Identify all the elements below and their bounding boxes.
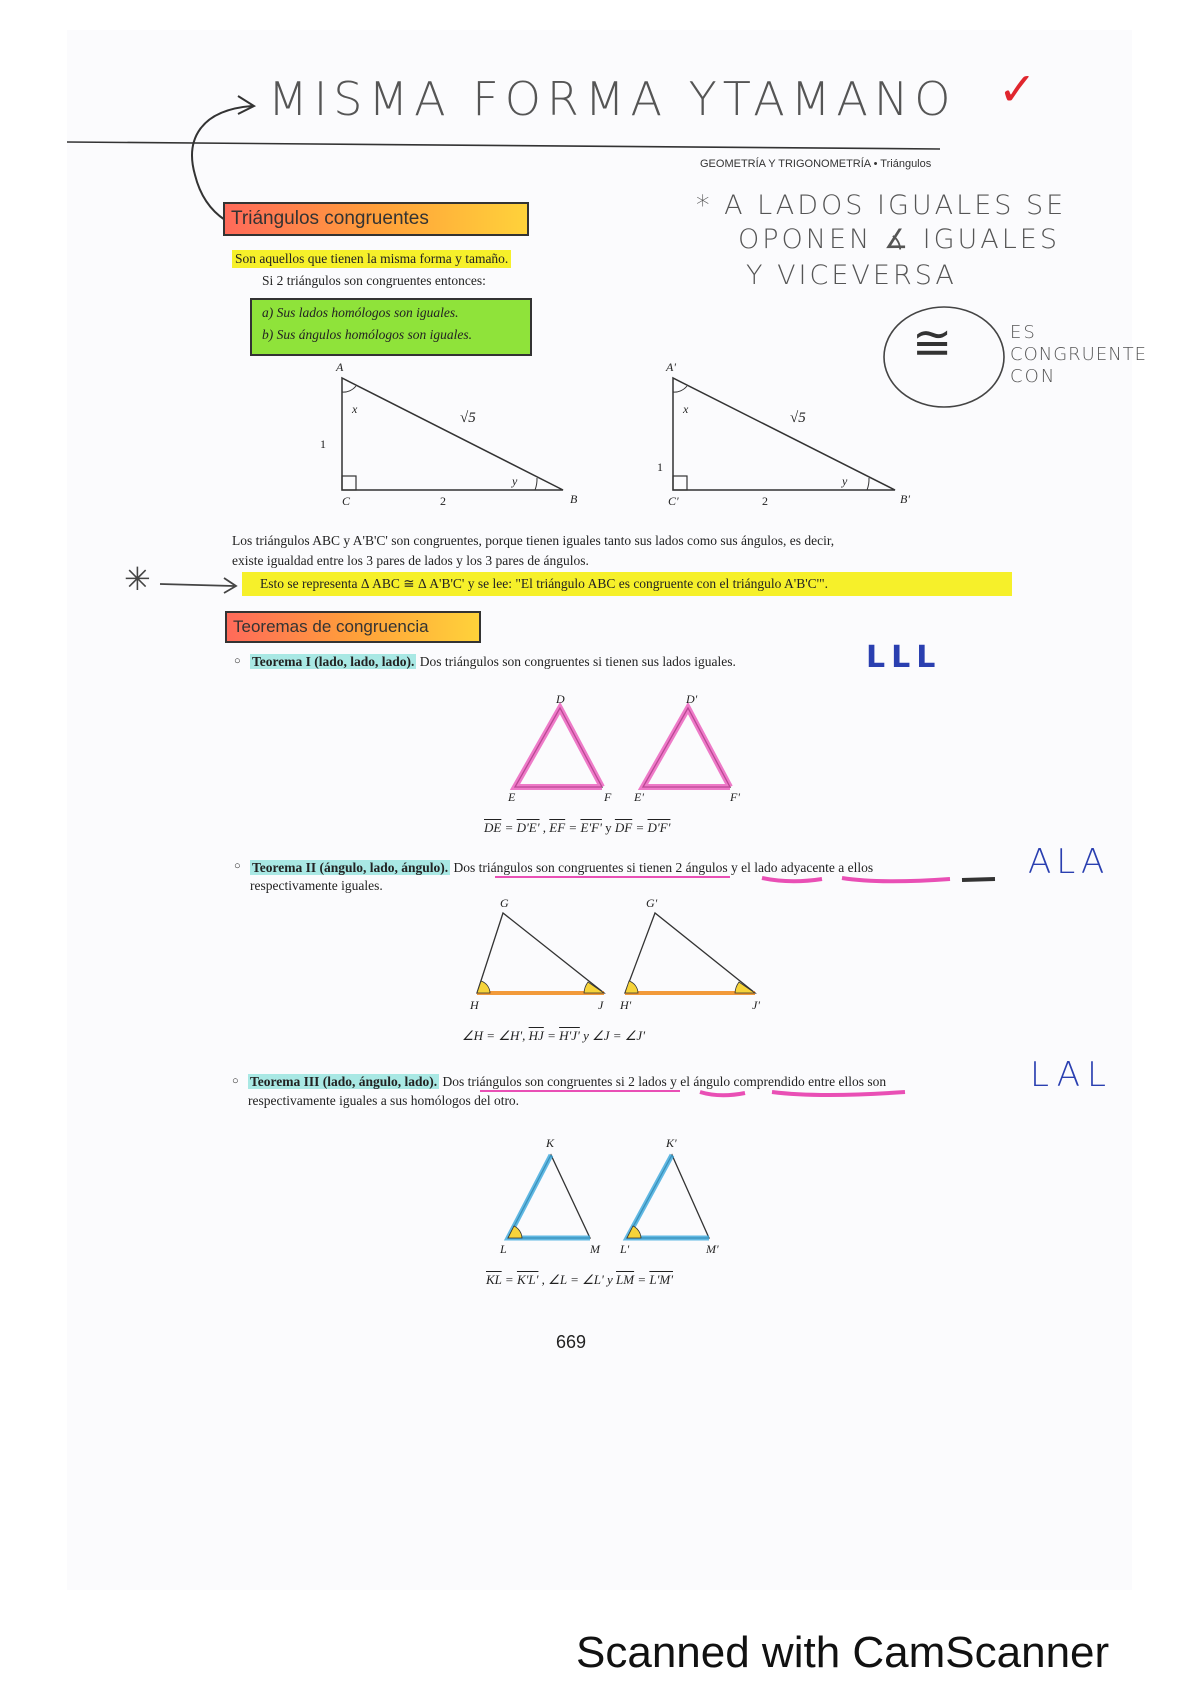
eq-df: $\overline{DF}$ <box>614 820 633 835</box>
handwritten-note-line-1: * A LADOS IGUALES SE <box>696 190 1067 221</box>
eq-angle-l: , ∠L = ∠L' y <box>541 1272 613 1287</box>
vertex-e: E <box>508 790 516 804</box>
theorem-3-text: Dos triángulos son congruentes si 2 lados y el ángulo comprendido entre ellos son <box>442 1074 887 1089</box>
intro-text: Si 2 triángulos son congruentes entonces: <box>262 273 486 288</box>
eq-lm: $\overline{LM}$ <box>616 1272 635 1287</box>
eq-ef-prime: E'F' <box>580 820 602 835</box>
theorem-1-name: Teorema I (lado, lado, lado). <box>252 654 415 669</box>
eq-hj-prime: H'J' <box>559 1028 580 1043</box>
side-1-label: 1 <box>320 437 326 451</box>
property-b: b) Sus ángulos homólogos son iguales. <box>262 327 473 342</box>
theorem-2-name: Teorema II (ángulo, lado, ángulo). <box>252 860 449 875</box>
vertex-f: F <box>604 790 612 804</box>
angle-y-prime: y <box>842 474 848 488</box>
theorem-2-text-2: respectivamente iguales. <box>250 878 383 893</box>
vertex-b-prime: B' <box>900 492 910 506</box>
vertex-d: D <box>556 692 565 706</box>
hyp-label: √5 <box>460 410 476 426</box>
theorem-3-name: Teorema III (lado, ángulo, lado). <box>250 1074 438 1089</box>
vertex-l: L <box>500 1242 507 1256</box>
lll-annotation: LLL <box>866 640 942 675</box>
red-checkmark: ✓ <box>998 62 1037 116</box>
vertex-d-prime: D' <box>686 692 698 706</box>
es-congruente-line-2: CONGRUENTE <box>1010 344 1148 365</box>
eq-kl-prime: K'L' <box>516 1272 539 1287</box>
vertex-c-prime: C' <box>668 494 679 508</box>
definition-text: Son aquellos que tienen la misma forma y tamaño. <box>232 250 511 268</box>
page-number: 669 <box>556 1332 587 1352</box>
vertex-j-prime: J' <box>752 998 760 1012</box>
eq-lm-prime: L'M' <box>649 1272 673 1287</box>
camscanner-footer: Scanned with CamScanner <box>576 1628 1110 1677</box>
handwritten-note-line-2: OPONEN ∡ IGUALES <box>738 224 1060 255</box>
vertex-k: K <box>546 1136 555 1150</box>
asterisk-mark: ✳ <box>124 560 151 598</box>
vertex-a: A <box>336 360 344 374</box>
theorem-3-text-2: respectivamente iguales a sus homólogos del otro. <box>248 1093 520 1108</box>
section-title-congruent-triangles: Triángulos congruentes <box>223 202 529 236</box>
angle-x-prime: x <box>683 402 689 416</box>
notation-text: Esto se representa Δ ABC ≅ Δ A'B'C' y se lee: "El triángulo ABC es congruente con el triángulo A'B'C'". <box>260 576 828 591</box>
section-title-theorems: Teoremas de congruencia <box>225 611 481 643</box>
angle-x: x <box>352 402 358 416</box>
vertex-g-prime: G' <box>646 896 658 910</box>
eq-angle-h: ∠H = ∠H', <box>462 1028 526 1043</box>
vertex-m-prime: M' <box>706 1242 719 1256</box>
eq-ef: $\overline{EF}$ <box>549 820 566 835</box>
side-1-label-prime: 1 <box>657 460 663 474</box>
paragraph-line-1: Los triángulos ABC y A'B'C' son congruentes, porque tienen iguales tanto sus lados como sus ángulos, es decir, <box>232 533 835 548</box>
side-2-label: 2 <box>440 494 446 508</box>
handwritten-title: MISMA FORMA YTAMANO <box>268 72 957 126</box>
theorem-2-bullet: ○ <box>234 860 241 872</box>
vertex-f-prime: F' <box>730 790 740 804</box>
vertex-l-prime: L' <box>620 1242 630 1256</box>
side-2-label-prime: 2 <box>762 494 768 508</box>
hyp-label-prime: √5 <box>790 410 806 426</box>
running-head: GEOMETRÍA Y TRIGONOMETRÍA • Triángulos <box>700 158 932 170</box>
handwritten-note-line-3: Y VICEVERSA <box>746 260 957 291</box>
theorem-2-text: Dos triángulos son congruentes si tienen 2 ángulos y el lado adyacente a ellos <box>453 860 874 875</box>
congruent-symbol: ≅ <box>912 315 953 371</box>
vertex-h: H <box>470 998 479 1012</box>
theorem-1-equalities: $\overline{DE} = D'E'$ , $\overline{EF} = E'F'$ y $\overline{DF} = D'F'$ <box>484 820 671 835</box>
eq-de: $\overline{DE}$ <box>484 820 502 835</box>
paragraph-line-2: existe igualdad entre los 3 pares de lados y los 3 pares de ángulos. <box>232 553 589 568</box>
vertex-g: G <box>500 896 509 910</box>
vertex-e-prime: E' <box>634 790 644 804</box>
vertex-c: C <box>342 494 351 508</box>
theorem-2-equalities: ∠H = ∠H', $\overline{HJ} = H'J'$ y ∠J = ∠J' <box>462 1028 645 1043</box>
property-a: a) Sus lados homólogos son iguales. <box>262 305 459 320</box>
eq-and: y <box>605 820 612 835</box>
vertex-j: J <box>598 998 604 1012</box>
theorem-3-bullet: ○ <box>232 1075 239 1087</box>
eq-df-prime: D'F' <box>647 820 671 835</box>
vertex-m: M <box>590 1242 600 1256</box>
angle-y: y <box>512 474 518 488</box>
eq-kl: $\overline{KL}$ <box>486 1272 502 1287</box>
eq-de-prime: D'E' <box>516 820 540 835</box>
vertex-k-prime: K' <box>666 1136 677 1150</box>
theorem-1-text: Dos triángulos son congruentes si tienen sus lados iguales. <box>419 654 736 669</box>
theorem-1-bullet: ○ <box>234 655 241 667</box>
ala-annotation: ALA <box>1028 842 1110 882</box>
theorem-3-equalities: $\overline{KL} = K'L'$ , ∠L = ∠L' y $\overline{LM} = L'M'$ <box>486 1272 673 1287</box>
eq-angle-j: y ∠J = ∠J' <box>583 1028 645 1043</box>
vertex-h-prime: H' <box>620 998 632 1012</box>
es-congruente-line-3: CON <box>1010 366 1057 387</box>
vertex-a-prime: A' <box>666 360 676 374</box>
eq-hj: $\overline{HJ}$ <box>528 1028 544 1043</box>
es-congruente-line-1: ES <box>1010 322 1037 343</box>
vertex-b: B <box>570 492 578 506</box>
lal-annotation: LAL <box>1030 1055 1113 1095</box>
